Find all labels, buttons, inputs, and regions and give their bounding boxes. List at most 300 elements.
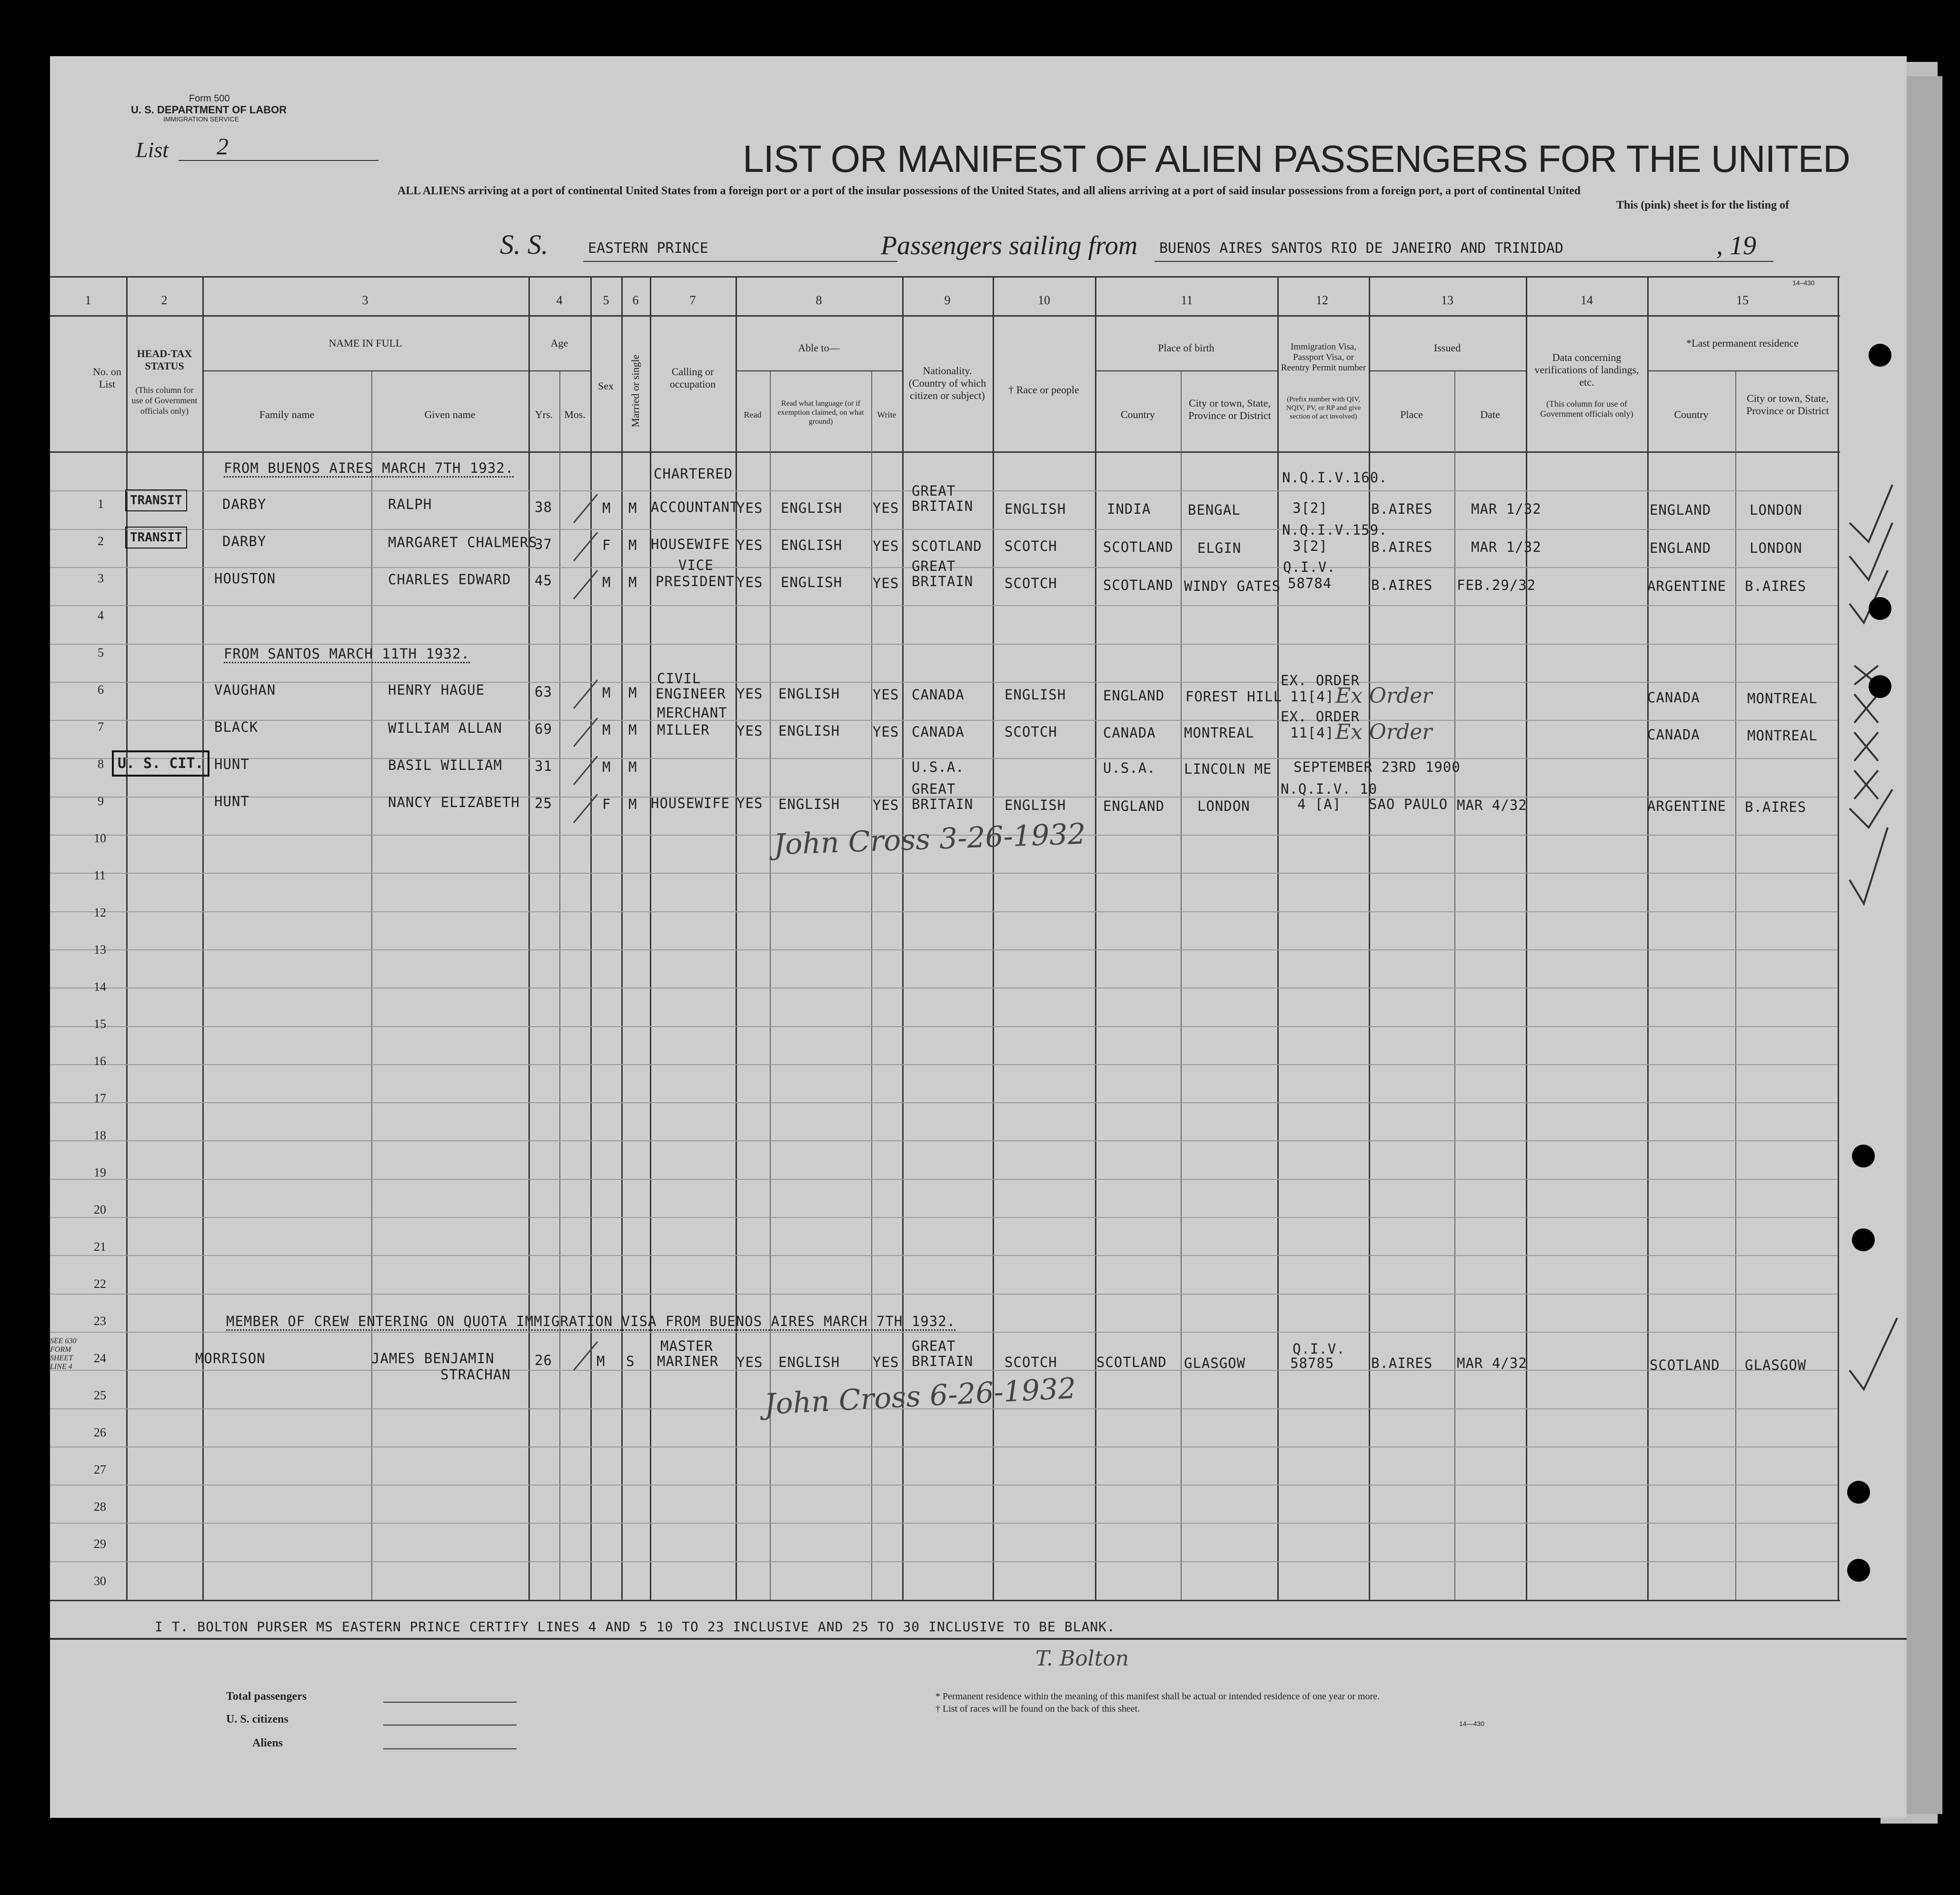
issued-place: B.AIRES — [1371, 577, 1433, 593]
row-rule — [50, 1332, 1838, 1333]
section-heading: MEMBER OF CREW ENTERING ON QUOTA IMMIGRATION VISA FROM BUENOS AIRES MARCH 7TH 1932. — [226, 1313, 955, 1331]
col-sep — [1095, 276, 1096, 1600]
nationality-2: SCOTLAND — [912, 538, 982, 554]
punch-hole — [1852, 1228, 1875, 1251]
row-rule — [50, 682, 1838, 683]
issued-date: FEB.29/32 — [1457, 577, 1536, 593]
row-rule — [50, 911, 1838, 912]
hdr-place: Place — [1400, 409, 1423, 420]
birth-city: WINDY GATES — [1184, 578, 1281, 594]
nationality-2: BRITAIN — [912, 498, 974, 514]
birth-city: MONTREAL — [1184, 725, 1254, 741]
col-number: 4 — [556, 293, 563, 307]
col-sep — [1181, 370, 1182, 1600]
family-name: DARBY — [222, 533, 267, 549]
hdr-head-tax: HEAD-TAX STATUS — [137, 348, 192, 372]
col-number: 9 — [944, 293, 951, 307]
issued-date: MAR 4/32 — [1457, 1355, 1527, 1371]
row-number: 15 — [94, 1017, 106, 1031]
row-rule — [50, 1064, 1838, 1065]
row-rule — [50, 1485, 1838, 1486]
age: 69 — [535, 721, 552, 737]
read: YES — [736, 795, 763, 811]
row-rule — [50, 644, 1838, 645]
occupation-1: MERCHANT — [657, 705, 727, 721]
sailing-ports: BUENOS AIRES SANTOS RIO DE JANEIRO AND TRINIDAD — [1159, 240, 1563, 257]
write: YES — [873, 687, 899, 703]
hdr-res-country: Country — [1674, 409, 1709, 420]
birth-city: LINCOLN ME — [1184, 761, 1272, 777]
race: ENGLISH — [1005, 687, 1066, 703]
col-sep — [1735, 370, 1736, 1600]
visa-1: N.Q.I.V.160. — [1282, 469, 1388, 486]
read: YES — [736, 723, 763, 739]
nationality-1: GREAT — [912, 483, 956, 499]
col-number: 3 — [362, 293, 368, 307]
footer-code: 14—430 — [1459, 1720, 1484, 1727]
birth-country: SCOTLAND — [1103, 577, 1174, 593]
race: SCOTCH — [1005, 724, 1057, 740]
row-number: 12 — [94, 906, 106, 919]
write: YES — [873, 724, 899, 740]
read: YES — [736, 537, 763, 553]
language: ENGLISH — [778, 723, 840, 739]
hdr-date: Date — [1480, 409, 1500, 420]
hdr-nationality: Nationality. (Country of which citizen or subject) — [908, 365, 986, 401]
nationality-1: GREAT — [912, 558, 956, 574]
row-number: 7 — [98, 720, 104, 734]
race: ENGLISH — [1005, 501, 1066, 517]
col-number: 10 — [1038, 293, 1050, 307]
row-number: 18 — [94, 1128, 106, 1142]
occupation-2: HOUSEWIFE — [651, 536, 730, 552]
col-sep — [1277, 276, 1279, 1600]
occupation-2: MARINER — [657, 1353, 719, 1369]
row-number: 19 — [94, 1166, 106, 1179]
family-name: HUNT — [214, 756, 249, 772]
birth-country: INDIA — [1107, 501, 1151, 517]
age: 26 — [535, 1352, 552, 1368]
punch-hole — [1847, 1559, 1870, 1582]
residence-country: SCOTLAND — [1650, 1357, 1720, 1373]
visa-2: 58784 — [1288, 575, 1332, 591]
col-sep — [1647, 276, 1649, 1600]
sex: F — [602, 537, 611, 553]
footer-aliens: Aliens — [252, 1737, 283, 1749]
hdr-read-lang: Read what language (or if exemption claimed, on what ground) — [777, 399, 864, 426]
occupation-2: PRESIDENT — [656, 573, 735, 589]
age: 38 — [535, 499, 552, 515]
row-number: 29 — [94, 1537, 106, 1551]
hdr-sex: Sex — [598, 380, 614, 392]
visa-2: 11[4] — [1290, 688, 1334, 705]
family-name: BLACK — [214, 719, 259, 735]
col-sep — [202, 276, 204, 1600]
hdr-birth-country: Country — [1120, 409, 1155, 420]
hdr-mos: Mos. — [564, 409, 586, 420]
hdr-given-name: Given name — [424, 409, 476, 420]
row-rule — [50, 605, 1838, 606]
visa-1: N.Q.I.V. 10 — [1281, 781, 1378, 797]
col-number: 5 — [603, 293, 609, 307]
marital: S — [626, 1353, 635, 1369]
marital: M — [628, 759, 637, 775]
language: ENGLISH — [778, 686, 840, 702]
given-name: RALPH — [388, 496, 432, 512]
tally-slashes — [569, 475, 645, 1380]
subhdr-line — [736, 370, 902, 371]
marital: M — [628, 574, 637, 590]
hdr-head-tax-note: (This column for use of Government officials only) — [131, 385, 198, 416]
table-bottom-border — [50, 1600, 1840, 1601]
family-name: HUNT — [214, 793, 249, 809]
handwritten-note: John Cross 6-26-1932 — [763, 1371, 1077, 1422]
row-rule — [50, 1561, 1838, 1562]
certification: I T. BOLTON PURSER MS EASTERN PRINCE CERTIFY LINES 4 AND 5 10 TO 23 INCLUSIVE AND 25 TO 30 INCLUSIVE TO BE BLANK. — [155, 1619, 1115, 1635]
nationality-1: GREAT — [912, 1338, 956, 1354]
punch-hole — [1869, 675, 1891, 698]
visa-2: 3[2] — [1293, 500, 1328, 516]
residence-city: MONTREAL — [1747, 728, 1818, 744]
visa-2: 4 [A] — [1297, 796, 1342, 812]
punch-hole — [1869, 344, 1891, 367]
row-number: 17 — [94, 1091, 106, 1105]
row-number: 22 — [94, 1277, 106, 1291]
occupation-1: VICE — [678, 557, 714, 573]
sailing-label: Passengers sailing from — [881, 231, 1138, 260]
row-number: 1 — [98, 497, 104, 511]
col-number: 2 — [161, 293, 168, 307]
row-number: 23 — [94, 1314, 106, 1328]
col-number: 11 — [1181, 293, 1193, 307]
birth-city: BENGAL — [1188, 502, 1241, 518]
residence-country: ARGENTINE — [1647, 578, 1727, 594]
language: ENGLISH — [781, 500, 843, 516]
hdr-name-in-full: NAME IN FULL — [328, 337, 402, 349]
hdr-age: Age — [550, 337, 568, 349]
family-name: MORRISON — [195, 1350, 266, 1366]
punch-hole — [1847, 1481, 1870, 1504]
row-number: 2 — [98, 534, 104, 548]
col-sep — [1454, 370, 1455, 1600]
nationality-2: BRITAIN — [912, 796, 974, 812]
marital: M — [628, 537, 637, 553]
subhdr-line — [1095, 370, 1277, 371]
footer-line — [383, 1702, 517, 1703]
footnote-races: † List of races will be found on the back of this sheet. — [935, 1704, 1140, 1714]
ship-underline — [583, 261, 897, 262]
row-rule — [50, 529, 1838, 530]
marital: M — [628, 500, 637, 516]
hdr-birth-city: City or town, State, Province or District — [1188, 397, 1271, 421]
issued-place: B.AIRES — [1371, 539, 1433, 555]
list-value: 2 — [217, 133, 229, 160]
handwritten-note: Ex Order — [1335, 684, 1433, 708]
subtitle-1: ALL ALIENS arriving at a port of continental United States from a foreign port or a port of the insular possessions of the United States, and all aliens arriving at a port of said insular possessions from a foreign port, a port of continental United — [398, 185, 1581, 197]
row-number: 25 — [94, 1388, 106, 1402]
row-number: 10 — [94, 831, 106, 845]
nationality-2: U.S.A. — [912, 759, 965, 775]
us-citizen-stamp: U. S. CIT. — [112, 750, 209, 777]
language: ENGLISH — [778, 796, 840, 812]
residence-country: CANADA — [1647, 727, 1700, 743]
row-number: 16 — [94, 1054, 106, 1068]
subhdr-line — [1647, 370, 1838, 371]
hdr-yrs: Yrs. — [535, 409, 553, 420]
visa-1: N.Q.I.V.159. — [1282, 522, 1388, 538]
form-code: 14–430 — [1792, 279, 1815, 287]
sex: M — [602, 500, 611, 516]
read: YES — [736, 574, 763, 590]
marital: M — [628, 796, 637, 812]
handwritten-note: Ex Order — [1335, 720, 1433, 744]
family-name: VAUGHAN — [214, 682, 276, 698]
occupation-2: ACCOUNTANT — [651, 499, 739, 515]
occupation-2: HOUSEWIFE — [651, 795, 730, 811]
margin-note: SEE 630 FORM SHEET LINE 4 — [50, 1337, 77, 1371]
list-label: List — [136, 138, 169, 162]
row-rule — [50, 1255, 1838, 1256]
row-number: 9 — [98, 794, 104, 808]
footer-us-citizens: U. S. citizens — [226, 1713, 289, 1725]
punch-hole — [1852, 1145, 1875, 1167]
language: ENGLISH — [778, 1354, 840, 1370]
sex: F — [602, 796, 611, 812]
write: YES — [873, 575, 899, 591]
read: YES — [736, 500, 763, 516]
age: 37 — [535, 536, 552, 552]
occupation-1: CHARTERED — [654, 466, 733, 482]
row-rule — [50, 1140, 1838, 1141]
visa-2: SEPTEMBER 23RD 1900 — [1293, 759, 1461, 775]
row-number: 24 — [94, 1351, 106, 1365]
birth-city: ELGIN — [1197, 540, 1242, 556]
hdr-visa-text: Immigration Visa, Passport Visa, or Reentry Permit number — [1281, 342, 1366, 373]
write: YES — [873, 797, 899, 813]
row-number: 21 — [94, 1240, 106, 1254]
hdr-calling: Calling or occupation — [669, 366, 716, 390]
row-rule — [50, 720, 1838, 721]
write: YES — [873, 538, 899, 554]
family-name: DARBY — [222, 496, 267, 512]
race: SCOTCH — [1005, 1354, 1057, 1370]
service: IMMIGRATION SERVICE — [163, 115, 239, 123]
birth-city: GLASGOW — [1184, 1355, 1246, 1371]
row-number: 5 — [98, 646, 104, 659]
sex: M — [602, 722, 611, 738]
birth-city: FOREST HILL — [1185, 688, 1283, 705]
col-sep — [559, 370, 560, 1600]
punch-hole — [1869, 597, 1891, 620]
birth-country: ENGLAND — [1103, 798, 1165, 814]
table-top-border — [50, 276, 1840, 278]
row-rule — [50, 1446, 1838, 1447]
read: YES — [736, 1354, 763, 1370]
row-rule — [50, 873, 1838, 874]
birth-country: SCOTLAND — [1103, 539, 1174, 555]
row-rule — [50, 1523, 1838, 1524]
birth-country: U.S.A. — [1103, 760, 1156, 776]
issued-date: MAR 1/32 — [1471, 501, 1542, 517]
issued-date: MAR 4/32 — [1457, 797, 1527, 813]
row-number: 13 — [94, 943, 106, 957]
hdr-visa-note: (Prefix number with QIV, NQIV, PV, or RP and give section of act involved) — [1286, 396, 1361, 420]
sex: M — [602, 759, 611, 775]
issued-place: B.AIRES — [1371, 1355, 1433, 1371]
row-number: 28 — [94, 1500, 106, 1514]
row-rule — [50, 1217, 1838, 1218]
age: 25 — [535, 795, 552, 811]
race: SCOTCH — [1005, 538, 1057, 554]
given-name: CHARLES EDWARD — [388, 571, 511, 588]
visa-1: Q.I.V. — [1283, 559, 1336, 575]
hdr-write: Write — [877, 410, 896, 419]
marital: M — [628, 685, 637, 701]
col-number: 15 — [1736, 293, 1749, 307]
col-sep — [126, 276, 128, 1600]
residence-city: LONDON — [1750, 502, 1802, 518]
visa-1: EX. ORDER — [1281, 672, 1360, 688]
row-number: 30 — [94, 1574, 106, 1588]
language: ENGLISH — [781, 574, 843, 590]
footnote-residence: * Permanent residence within the meaning of this manifest shall be actual or intended residence of one year or more. — [935, 1691, 1380, 1702]
birth-country: ENGLAND — [1103, 688, 1165, 704]
age: 31 — [535, 758, 552, 774]
row-rule — [50, 1294, 1838, 1295]
subhdr-line — [1369, 370, 1526, 371]
check-marks — [1835, 466, 1902, 1818]
ship-name: EASTERN PRINCE — [588, 240, 708, 257]
occupation-2: MILLER — [657, 722, 710, 738]
transit-stamp: TRANSIT — [125, 489, 187, 511]
page-title: LIST OR MANIFEST OF ALIEN PASSENGERS FOR THE UNITED — [743, 138, 1850, 180]
given-name: HENRY HAGUE — [388, 682, 485, 698]
list-underline — [179, 160, 378, 161]
issued-date: MAR 1/32 — [1471, 539, 1542, 555]
row-rule — [50, 1026, 1838, 1027]
sex: M — [602, 574, 611, 590]
nationality-2: BRITAIN — [912, 573, 974, 589]
sex: M — [597, 1353, 606, 1369]
department: U. S. DEPARTMENT OF LABOR — [131, 104, 287, 116]
row-number: 8 — [98, 757, 104, 771]
given-name: NANCY ELIZABETH — [388, 794, 520, 810]
given-name: MARGARET CHALMERS — [388, 534, 537, 550]
col-number: 12 — [1316, 293, 1328, 307]
given-name: WILLIAM ALLAN — [388, 720, 502, 736]
ports-underline — [1154, 261, 1773, 262]
hdr-read: Read — [744, 410, 762, 419]
signature: T. Bolton — [1035, 1646, 1129, 1671]
col-number: 6 — [632, 293, 639, 307]
hdr-place-of-birth: Place of birth — [1158, 342, 1214, 354]
section-heading: FROM SANTOS MARCH 11TH 1932. — [224, 646, 470, 663]
age: 63 — [535, 684, 552, 700]
residence-city: B.AIRES — [1745, 578, 1807, 594]
hdr-last-residence: *Last permanent residence — [1686, 337, 1799, 349]
occupation-2: ENGINEER — [656, 686, 726, 702]
header-bottom-border — [50, 451, 1840, 453]
row-rule — [50, 987, 1838, 988]
birth-city: LONDON — [1197, 798, 1250, 814]
visa-2: 58785 — [1290, 1355, 1334, 1371]
race: ENGLISH — [1005, 797, 1066, 813]
age: 45 — [535, 572, 552, 588]
row-rule — [50, 1179, 1838, 1180]
col-sep — [736, 276, 737, 1600]
write: YES — [873, 1354, 899, 1370]
residence-country: ENGLAND — [1650, 502, 1711, 518]
visa-2: 11[4] — [1290, 725, 1334, 741]
form-number: Form 500 — [189, 93, 230, 104]
col-number: 7 — [689, 293, 696, 307]
row-number: 4 — [98, 608, 104, 622]
footer-line — [383, 1748, 517, 1749]
given-name: JAMES BENJAMIN — [371, 1350, 495, 1366]
subhdr-line — [202, 370, 528, 371]
birth-country: SCOTLAND — [1096, 1354, 1167, 1370]
col-sep — [650, 276, 651, 1600]
occupation-1: CIVIL — [657, 670, 701, 687]
col-number: 1 — [85, 293, 91, 307]
cert-bottom-border — [50, 1638, 1907, 1640]
race: SCOTCH — [1005, 575, 1057, 591]
hdr-no-on-list: No. on List — [93, 366, 121, 390]
row-rule — [50, 1102, 1838, 1103]
colnum-border — [50, 315, 1840, 317]
nationality-2: CANADA — [912, 724, 965, 740]
residence-city: MONTREAL — [1747, 690, 1818, 707]
hdr-issued: Issued — [1433, 342, 1461, 354]
row-rule — [50, 949, 1838, 950]
row-number: 6 — [98, 683, 104, 697]
hdr-data-concerning: Data concerning verifications of landings, etc. — [1534, 351, 1639, 388]
row-number: 26 — [94, 1426, 106, 1439]
handwritten-note: John Cross 3-26-1932 — [773, 817, 1086, 862]
marital: M — [628, 722, 637, 738]
section-heading: FROM BUENOS AIRES MARCH 7TH 1932. — [224, 460, 514, 478]
nationality-1: GREAT — [912, 781, 956, 797]
given-name: BASIL WILLIAM — [388, 757, 502, 773]
nationality-2: BRITAIN — [912, 1353, 974, 1369]
col-sep — [1526, 276, 1527, 1600]
residence-city: GLASGOW — [1745, 1357, 1807, 1373]
row-number: 11 — [94, 868, 106, 882]
col-number: 8 — [816, 293, 822, 307]
hdr-res-city: City or town, State, Province or District — [1746, 392, 1829, 417]
row-number: 14 — [94, 980, 106, 994]
year-label: , 19 — [1716, 231, 1756, 260]
hdr-able-to: Able to— — [798, 342, 840, 354]
transit-stamp: TRANSIT — [125, 527, 187, 549]
visa-2: 3[2] — [1293, 538, 1328, 554]
col-number: 14 — [1581, 293, 1593, 307]
hdr-family-name: Family name — [259, 409, 315, 420]
hdr-married: Married or single — [629, 354, 641, 428]
occupation-1: MASTER — [660, 1338, 713, 1354]
footer-total: Total passengers — [226, 1690, 307, 1703]
subtitle-2: This (pink) sheet is for the listing of — [1616, 199, 1789, 211]
row-number: 3 — [98, 571, 104, 585]
family-name: HOUSTON — [214, 570, 276, 587]
visa-1: EX. ORDER — [1281, 708, 1360, 725]
language: ENGLISH — [781, 537, 843, 553]
residence-city: B.AIRES — [1745, 799, 1807, 815]
issued-place: B.AIRES — [1371, 501, 1433, 517]
manifest-page — [50, 56, 1907, 1818]
hdr-data-note: (This column for use of Government officials only) — [1540, 399, 1633, 419]
sex: M — [602, 685, 611, 701]
